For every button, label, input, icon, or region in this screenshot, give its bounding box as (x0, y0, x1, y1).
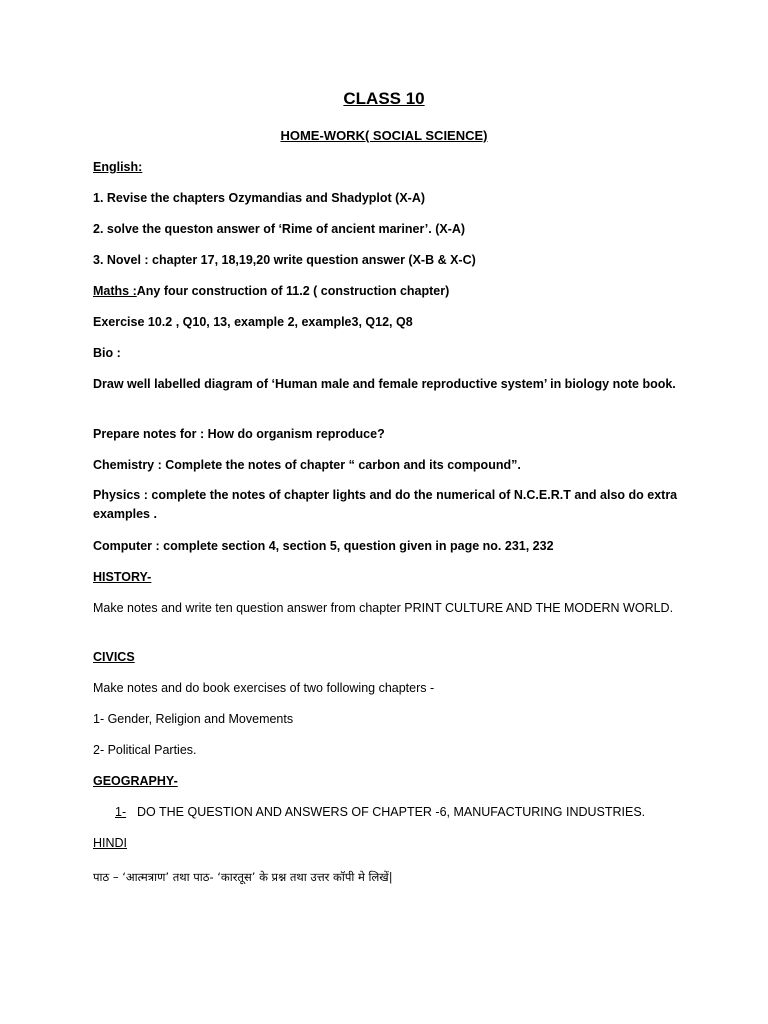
history-heading: HISTORY- (93, 570, 152, 584)
history-text: Make notes and write ten question answer from chapter PRINT CULTURE AND THE MODERN WORLD. (93, 601, 674, 615)
geography-text: DO THE QUESTION AND ANSWERS OF CHAPTER -6, MANUFACTURING INDUSTRIES. (137, 805, 646, 819)
geography-line (93, 803, 678, 822)
civics-text: Make notes and do book exercises of two following chapters - (93, 681, 435, 695)
maths-text: Any four construction of 11.2 ( construction chapter) (136, 284, 450, 298)
bio-notes: Prepare notes for : How do organism reproduce? (93, 427, 385, 441)
hindi-text: पाठ – ‘आत्मत्राण’ तथा पाठ- ‘कारतूस’ के प्रश्न तथा उत्तर कॉपी मे लिखें| (93, 870, 393, 884)
civics-heading: CIVICS (93, 650, 135, 664)
bio-heading: Bio : (93, 346, 121, 360)
geography-heading: GEOGRAPHY- (93, 774, 178, 788)
bio-diagram: Draw well labelled diagram of ‘Human male and female reproductive system’ in biology note book. (93, 377, 676, 391)
chemistry-text: Chemistry : Complete the notes of chapter “ carbon and its compound”. (93, 458, 521, 472)
english-item-3: 3. Novel : chapter 17, 18,19,20 write question answer (X-B & X-C) (93, 253, 476, 267)
hindi-heading: HINDI (93, 836, 128, 850)
physics-text: Physics : complete the notes of chapter lights and do the numerical of N.C.E.R.T and also do extra examples . (93, 488, 678, 521)
maths-heading: Maths : (93, 284, 137, 298)
civics-item-2: 2- Political Parties. (93, 743, 197, 757)
english-item-1: 1. Revise the chapters Ozymandias and Shadyplot (X-A) (93, 191, 426, 205)
page-subtitle: HOME-WORK( SOCIAL SCIENCE) (280, 128, 488, 143)
civics-item-1: 1- Gender, Religion and Movements (93, 712, 294, 726)
geography-number: 1- (115, 805, 127, 819)
maths-exercise: Exercise 10.2 , Q10, 13, example 2, example3, Q12, Q8 (93, 315, 413, 329)
page-title: CLASS 10 (343, 89, 425, 108)
english-item-2: 2. solve the queston answer of ‘Rime of ancient mariner’. (X-A) (93, 222, 466, 236)
computer-text: Computer : complete section 4, section 5, question given in page no. 231, 232 (93, 539, 554, 553)
english-heading: English: (93, 160, 143, 174)
maths-line (93, 282, 678, 301)
